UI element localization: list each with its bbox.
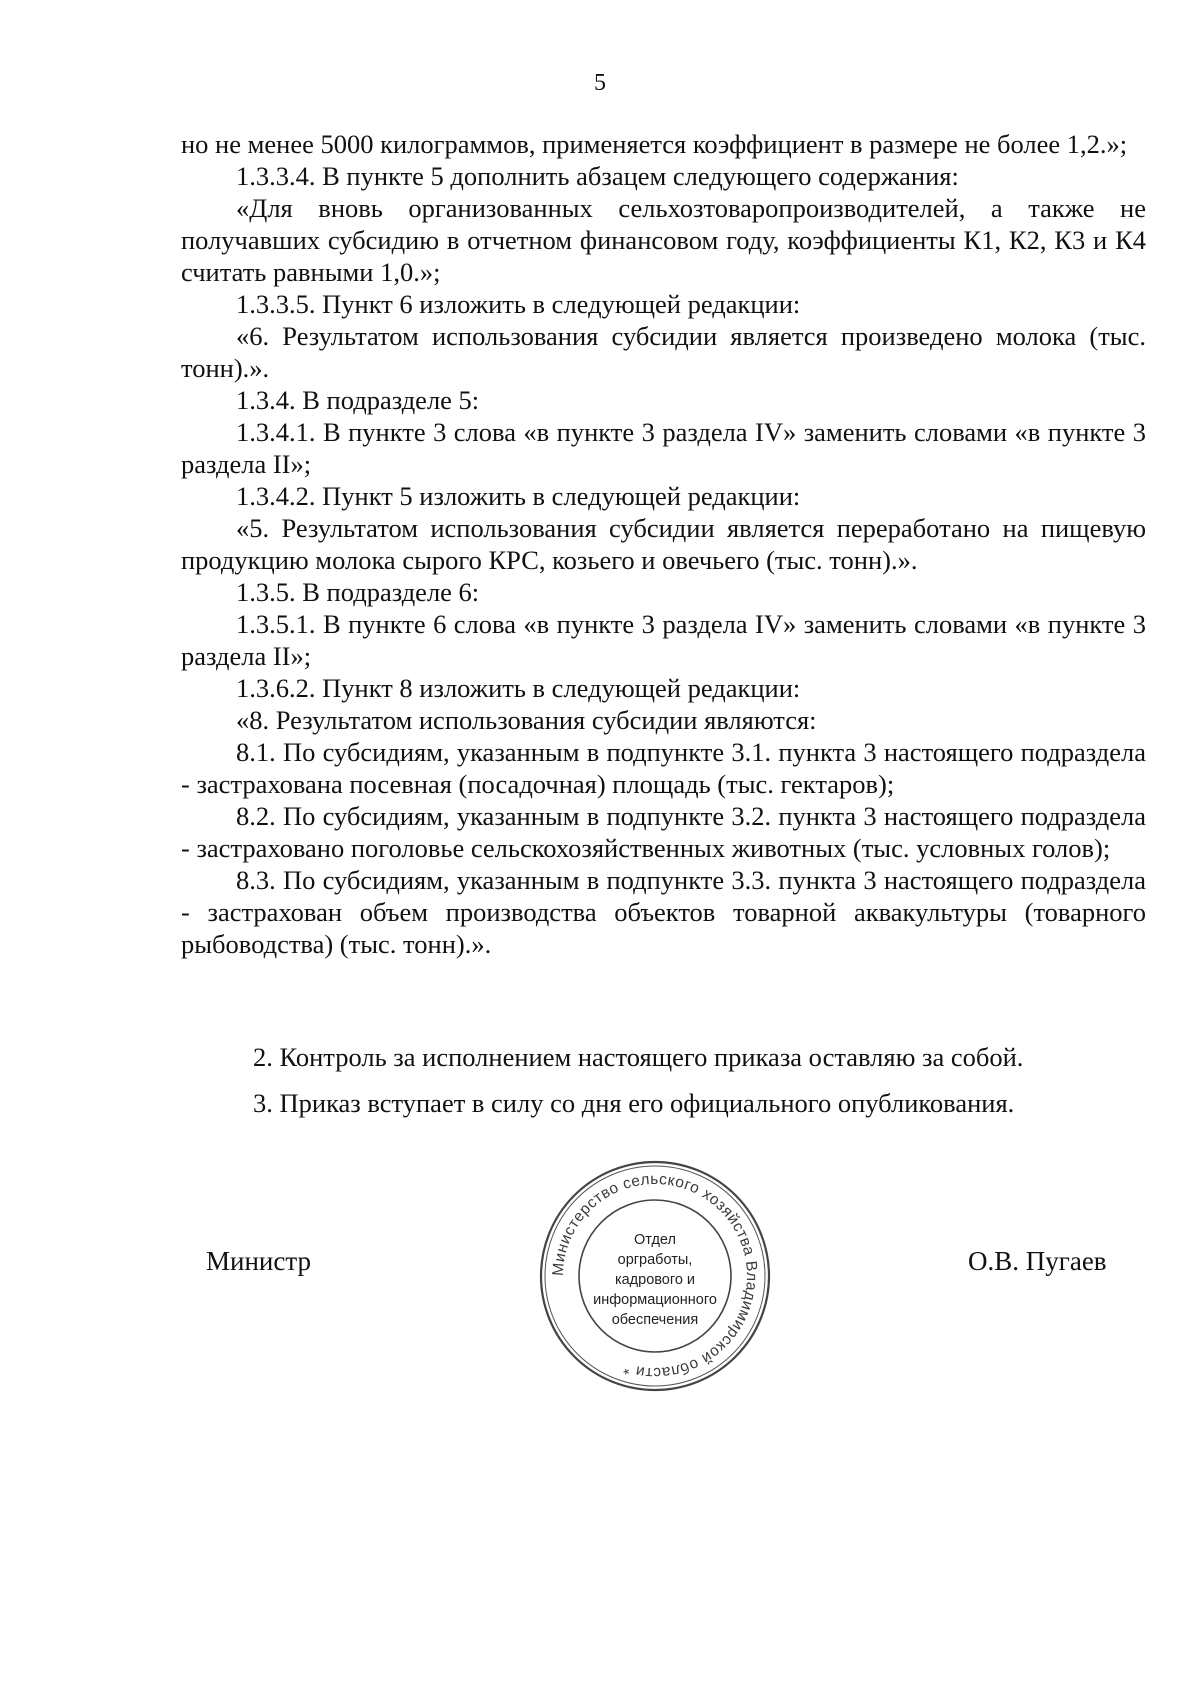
paragraph: 8.1. По субсидиям, указанным в подпункте 3.1. пункта 3 настоящего подраздела - застрахована посевная (посадочная) площадь (тыс. гектаров); — [181, 737, 1146, 799]
official-seal — [537, 1158, 773, 1394]
paragraph: 1.3.3.5. Пункт 6 изложить в следующей редакции: — [236, 289, 801, 319]
paragraph: 1.3.6.2. Пункт 8 изложить в следующей редакции: — [236, 673, 801, 703]
paragraph: 8.3. По субсидиям, указанным в подпункте 3.3. пункта 3 настоящего подраздела - застрахован объем производства объектов товарной аквакультуры (товарного рыбоводства) (тыс. тонн).». — [181, 865, 1146, 959]
signature-title: Министр — [206, 1246, 311, 1276]
paragraph: 1.3.4.1. В пункте 3 слова «в пункте 3 раздела IV» заменить словами «в пункте 3 раздела II»; — [181, 417, 1146, 479]
seal-line: кадрового и — [614, 1272, 696, 1288]
paragraph: «8. Результатом использования субсидии являются: — [236, 705, 817, 735]
seal-ring-text: Министерство сельского хозяйства Владимирской области * — [549, 1170, 761, 1382]
page-number: 5 — [594, 70, 606, 96]
seal-line: обеспечения — [611, 1312, 699, 1328]
paragraph: 1.3.4.2. Пункт 5 изложить в следующей редакции: — [236, 481, 801, 511]
paragraph: «Для вновь организованных сельхозтоваропроизводителей, а также не получавших субсидию в отчетном финансовом году, коэффициенты К1, К2, К3 и К4 считать равными 1,0.»; — [181, 193, 1146, 287]
paragraph: 1.3.5.1. В пункте 6 слова «в пункте 3 раздела IV» заменить словами «в пункте 3 раздела II»; — [181, 609, 1146, 671]
closing-paragraph-effective: 3. Приказ вступает в силу со дня его официального опубликования. — [253, 1088, 1015, 1118]
paragraph: 1.3.4. В подразделе 5: — [236, 385, 480, 415]
paragraph: но не менее 5000 килограммов, применяется коэффициент в размере не более 1,2.»; — [181, 129, 1128, 159]
signatory-name: О.В. Пугаев — [968, 1246, 1107, 1276]
paragraph: 1.3.3.4. В пункте 5 дополнить абзацем следующего содержания: — [236, 161, 959, 191]
paragraph: «5. Результатом использования субсидии является переработано на пищевую продукцию молока сырого КРС, козьего и овечьего (тыс. тонн).». — [181, 513, 1146, 575]
closing-paragraph-control: 2. Контроль за исполнением настоящего приказа оставляю за собой. — [253, 1042, 1024, 1072]
seal-line: оргработы, — [617, 1252, 693, 1268]
paragraph: 1.3.5. В подразделе 6: — [236, 577, 480, 607]
paragraph: «6. Результатом использования субсидии является произведено молока (тыс. тонн).». — [181, 321, 1146, 383]
seal-line: информационного — [593, 1292, 717, 1308]
paragraph: 8.2. По субсидиям, указанным в подпункте 3.2. пункта 3 настоящего подраздела - застраховано поголовье сельскохозяйственных животных (тыс. условных голов); — [181, 801, 1146, 863]
document-body — [181, 128, 1146, 960]
seal-line: Отдел — [634, 1232, 676, 1248]
